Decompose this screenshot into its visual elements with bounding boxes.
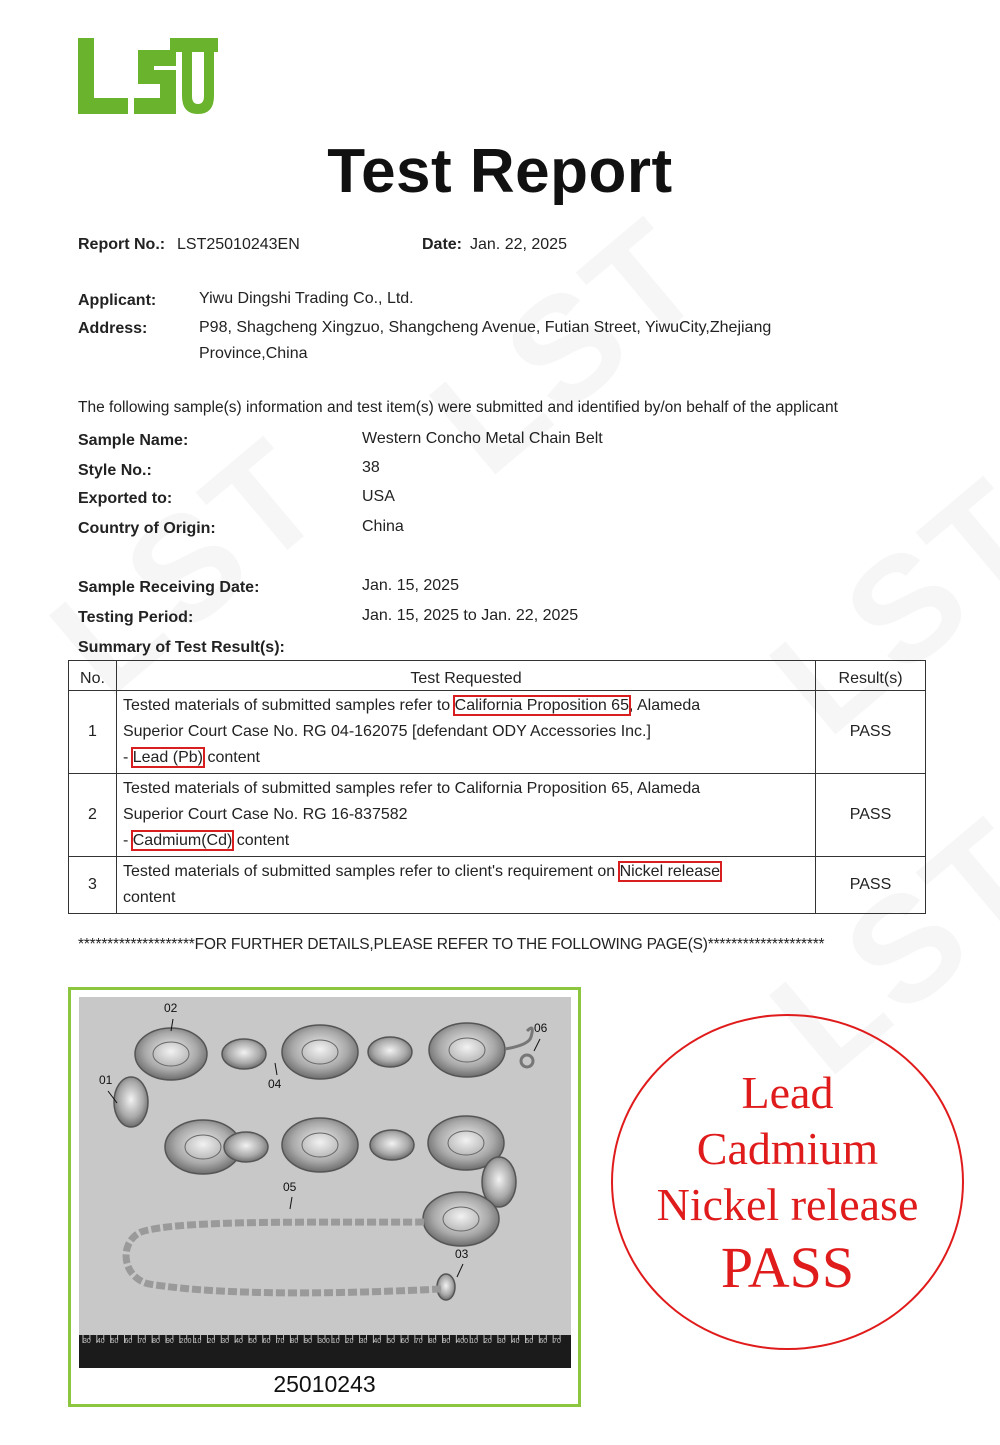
table-row	[69, 774, 926, 857]
callout-label: 02	[164, 1001, 178, 1015]
ruler-label: 60	[262, 1338, 271, 1345]
row-text: content	[203, 749, 260, 766]
sample-name-value: Western Concho Metal Chain Belt	[362, 430, 603, 447]
ruler-label: 20	[345, 1338, 354, 1345]
report-no-value: LST25010243EN	[177, 236, 300, 253]
ruler-label: 30	[497, 1338, 506, 1345]
ruler-label: 40	[511, 1338, 520, 1345]
row-test-description	[116, 691, 815, 774]
ruler-label: 90	[304, 1338, 313, 1345]
ruler-label: 40	[235, 1338, 243, 1345]
ruler-label: 70	[138, 1338, 147, 1345]
stamp-line-lead: Lead	[741, 1067, 834, 1118]
table-row	[69, 857, 926, 914]
ruler-label: 70	[414, 1338, 423, 1345]
results-table	[68, 660, 926, 914]
address-label: Address:	[78, 320, 148, 337]
ruler-label: 200	[179, 1338, 192, 1345]
row-text: Superior Court Case No. RG 16-837582	[122, 806, 408, 823]
ruler-label: 60	[401, 1338, 409, 1345]
col-header-test: Test Requested	[116, 661, 815, 691]
ruler-label: 60	[539, 1338, 548, 1345]
ruler-label: 70	[553, 1338, 561, 1345]
ruler-label: 40	[96, 1338, 105, 1345]
table-row	[69, 691, 926, 774]
stamp-line-cadmium: Cadmium	[696, 1123, 879, 1174]
exported-to-value: USA	[362, 488, 395, 505]
row-no: 2	[69, 774, 117, 857]
row-text: Superior Court Case No. RG 04-162075 [defendant ODY Accessories Inc.]	[122, 723, 651, 740]
ruler-label: 40	[373, 1338, 382, 1345]
row-result: PASS	[816, 774, 926, 857]
row-text: -	[122, 749, 133, 766]
col-header-no: No.	[69, 661, 117, 691]
callout-label: 03	[455, 1247, 469, 1261]
ruler-label: 80	[428, 1338, 437, 1345]
date-value: Jan. 22, 2025	[470, 236, 567, 253]
ruler-label: 30	[221, 1338, 230, 1345]
style-no-value: 38	[362, 459, 380, 476]
row-text: Tested materials of submitted samples refer to client's requirement on	[122, 863, 620, 880]
callout-label: 06	[534, 1021, 548, 1035]
watermark	[399, 185, 736, 507]
ruler-label: 20	[207, 1338, 216, 1345]
row-text: Tested materials of submitted samples refer to California Proposition 65, Alameda	[122, 780, 701, 797]
row-text: Tested materials of submitted samples refer to	[122, 697, 455, 714]
ruler-label: 10	[470, 1338, 478, 1345]
table-header-row	[69, 661, 926, 691]
sample-id-label: 25010243	[273, 1371, 376, 1397]
callout-label: 04	[268, 1077, 282, 1091]
sample-photo	[79, 997, 571, 1368]
lst-logo	[76, 36, 220, 120]
ruler-label: 10	[193, 1338, 202, 1345]
row-result: PASS	[816, 857, 926, 914]
exported-to-label: Exported to:	[78, 490, 173, 507]
ruler-label: 60	[124, 1338, 133, 1345]
ruler-label: 30	[359, 1338, 368, 1345]
country-of-origin-label: Country of Origin:	[78, 520, 216, 537]
ruler-label: 70	[276, 1338, 285, 1345]
ruler-label: 90	[442, 1338, 451, 1345]
address-line-1: P98, Shagcheng Xingzuo, Shangcheng Avenue, Futian Street, YiwuCity,Zhejiang	[199, 319, 772, 336]
stamp-line-nickel: Nickel release	[656, 1179, 919, 1230]
row-text: , Alameda	[628, 697, 701, 714]
row-no: 3	[69, 857, 117, 914]
report-no-label: Report No.:	[78, 236, 166, 253]
receiving-date-label: Sample Receiving Date:	[78, 579, 260, 596]
highlight-box: Cadmium(Cd)	[132, 832, 233, 849]
highlight-box: Nickel release	[619, 863, 721, 880]
summary-heading: Summary of Test Result(s):	[78, 639, 285, 656]
row-text: content	[232, 832, 290, 849]
testing-period-value: Jan. 15, 2025 to Jan. 22, 2025	[362, 607, 579, 624]
row-result: PASS	[816, 691, 926, 774]
pass-stamp	[611, 1014, 964, 1350]
ruler-label: 20	[484, 1338, 492, 1345]
ruler-label: 50	[248, 1338, 257, 1345]
ruler-label: 30	[83, 1338, 91, 1345]
ruler-label: 80	[152, 1338, 160, 1345]
ruler-label: 90	[165, 1338, 174, 1345]
receiving-date-value: Jan. 15, 2025	[362, 577, 459, 594]
applicant-value: Yiwu Dingshi Trading Co., Ltd.	[199, 290, 414, 307]
style-no-label: Style No.:	[78, 462, 152, 479]
ruler-label: 50	[525, 1338, 534, 1345]
address-line-2: Province,China	[199, 345, 308, 362]
row-text: -	[122, 832, 133, 849]
intro-text: The following sample(s) information and test item(s) were submitted and identified by/on behalf of the applicant	[78, 399, 838, 416]
stamp-line-pass: PASS	[720, 1235, 855, 1300]
row-no: 1	[69, 691, 117, 774]
row-test-description	[116, 774, 815, 857]
ruler-label: 80	[290, 1338, 299, 1345]
ruler-label: 300	[318, 1338, 330, 1345]
highlight-box: Lead (Pb)	[132, 749, 203, 766]
row-text: content	[122, 889, 176, 906]
ruler-label: 50	[110, 1338, 119, 1345]
highlight-box: California Proposition 65	[454, 697, 629, 714]
sample-name-label: Sample Name:	[78, 432, 189, 449]
sample-photo-frame	[68, 987, 581, 1407]
col-header-result: Result(s)	[816, 661, 926, 691]
row-test-description	[116, 857, 815, 914]
country-of-origin-value: China	[362, 518, 404, 535]
applicant-label: Applicant:	[78, 292, 157, 309]
callout-label: 01	[99, 1073, 113, 1087]
date-label: Date:	[422, 236, 463, 253]
ruler-scale	[83, 1336, 567, 1350]
belt-illustration	[79, 997, 571, 1368]
callout-label: 05	[283, 1180, 297, 1194]
page-title: Test Report	[327, 137, 673, 206]
ruler-label: 50	[387, 1338, 396, 1345]
ruler-label: 10	[331, 1338, 340, 1345]
testing-period-label: Testing Period:	[78, 609, 194, 626]
ruler-label: 400	[456, 1338, 469, 1345]
further-details-note: ********************FOR FURTHER DETAILS,PLEASE REFER TO THE FOLLOWING PAGE(S)********************	[78, 936, 825, 953]
